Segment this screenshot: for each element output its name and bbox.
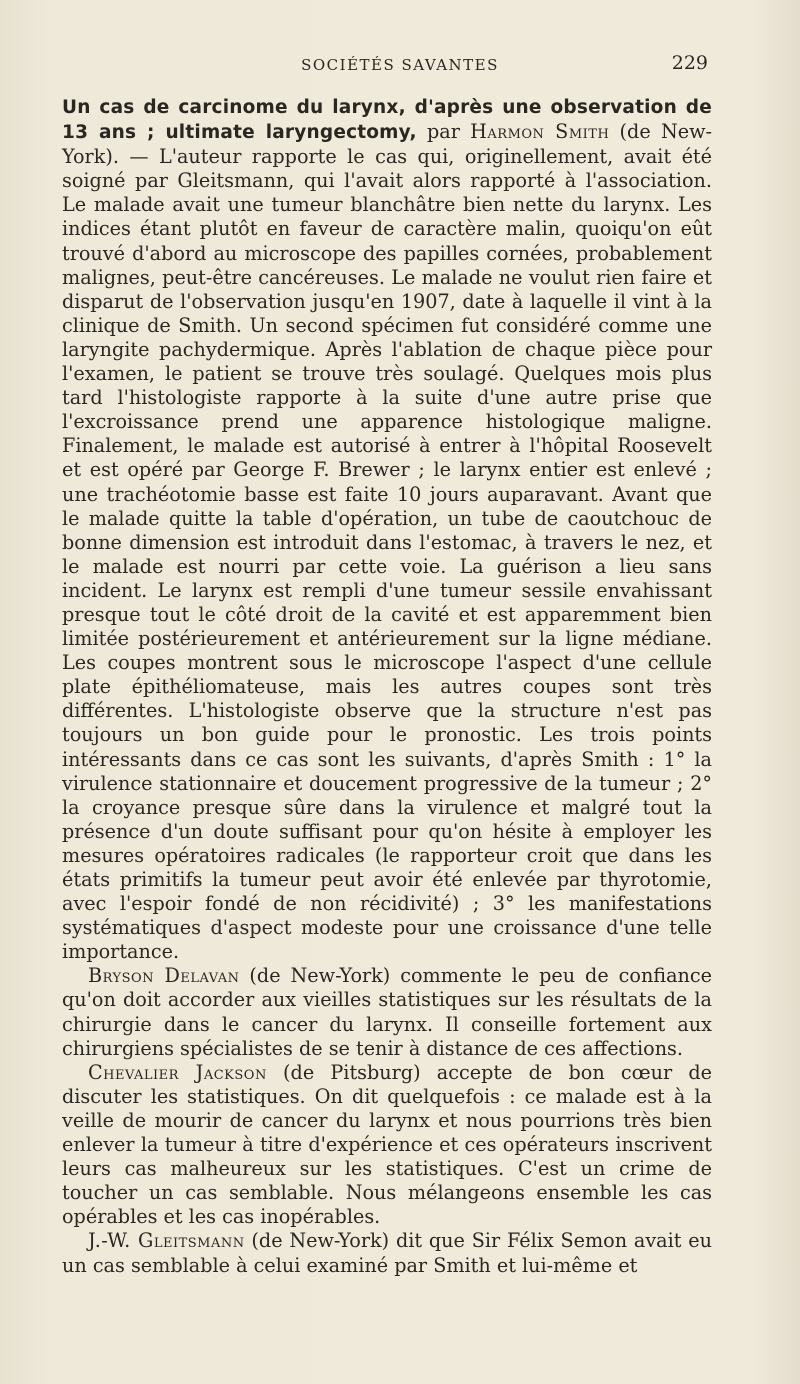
speaker-name: Chevalier Jackson — [88, 1060, 267, 1084]
speaker-name: J.-W. Gleitsmann — [88, 1229, 245, 1253]
paragraph-text: (de New-York) dit que Sir Félix Semon avait eu un cas semblable à celui examiné par Smith et lui-même et — [62, 1229, 712, 1277]
article-paragraph — [62, 95, 712, 964]
running-title: SOCIÉTÉS SAVANTES — [301, 56, 499, 74]
discussion-paragraph — [62, 1229, 712, 1277]
discussion-paragraph — [62, 1061, 712, 1230]
paragraph-text: (de Pitsburg) accepte de bon cœur de discuter les statistiques. On dit quelquefois : ce malade est à la veille de mourir de cancer du larynx et nous pourrions très bien enlever la tumeur à titre d'expérience et ces opérateurs inscrivent leurs cas malheureux sur les statistiques. C'est un crime de toucher un cas semblable. Nous mélangeons ensemble les cas opérables et les cas inopérables. — [62, 1060, 712, 1229]
byline-prefix: par — [416, 120, 471, 144]
paragraph-text: (de New-York) commente le peu de confiance qu'on doit accorder aux vieilles statistiques sur les résultats de la chirurgie dans le cancer du larynx. Il conseille fortement aux chirurgiens spécialistes de se tenir à distance de ces affections. — [62, 964, 712, 1060]
speaker-name: Bryson Delavan — [88, 964, 240, 988]
body-text — [62, 95, 712, 1278]
author-name: Harmon Smith — [470, 120, 610, 144]
running-head — [0, 52, 800, 78]
article-title: Un cas de carcinome du larynx, d'après une observation de 13 ans ; ultimate laryngectomy, — [62, 97, 712, 144]
page-number: 229 — [671, 52, 708, 74]
discussion-paragraph — [62, 964, 712, 1060]
article-body: (de New-York). — L'auteur rapporte le cas qui, originellement, avait été soigné par Gleitsmann, qui l'avait alors rapporté à l'association. Le malade avait une tumeur blanchâtre bien nette du larynx. Les indices étant plutôt en faveur de caractère malin, quoiqu'on eût trouvé d'abord au microscope des papilles cornées, probablement malignes, peut-être cancéreuses. Le malade ne voulut rien faire et disparut de l'observation jusqu'en 1907, date à laquelle il vint à la clinique de Smith. Un second spécimen fut considéré comme une laryngite pachydermique. Après l'ablation de chaque pièce pour l'examen, le patient se trouve très soulagé. Quelques mois plus tard l'histologiste rapporte à la suite d'une autre prise que l'excroissance prend une apparence histologique maligne. Finalement, le malade est autorisé à entrer à l'hôpital Roosevelt et est opéré par George F. Brewer ; le larynx entier est enlevé ; une trachéotomie basse est faite 10 jours auparavant. Avant que le malade quitte la table d'opération, un tube de caoutchouc de bonne dimension est introduit dans l'estomac, à travers le nez, et le malade est nourri par cette voie. La guérison a lieu sans incident. Le larynx est rempli d'une tumeur sessile envahissant presque tout le côté droit de la cavité et est apparemment bien limitée postérieurement et antérieurement sur la ligne médiane. Les coupes montrent sous le microscope l'aspect d'une cellule plate épithéliomateuse, mais les autres coupes sont très différentes. L'histologiste observe que la structure n'est pas toujours un bon guide pour le pronostic. Les trois points intéressants dans ce cas sont les suivants, d'après Smith : 1° la virulence stationnaire et doucement progressive de la tumeur ; 2° la croyance presque sûre dans la virulence et malgré tout la présence d'un doute suffisant pour qu'on hésite à employer les mesures opératoires radicales (le rapporteur croit que dans les états primitifs la tumeur peut avoir été enlevée par thyrotomie, avec l'espoir fondé de non récidivité) ; 3° les manifestations systématiques d'aspect modeste pour une croissance d'une telle importance. — [62, 120, 712, 964]
